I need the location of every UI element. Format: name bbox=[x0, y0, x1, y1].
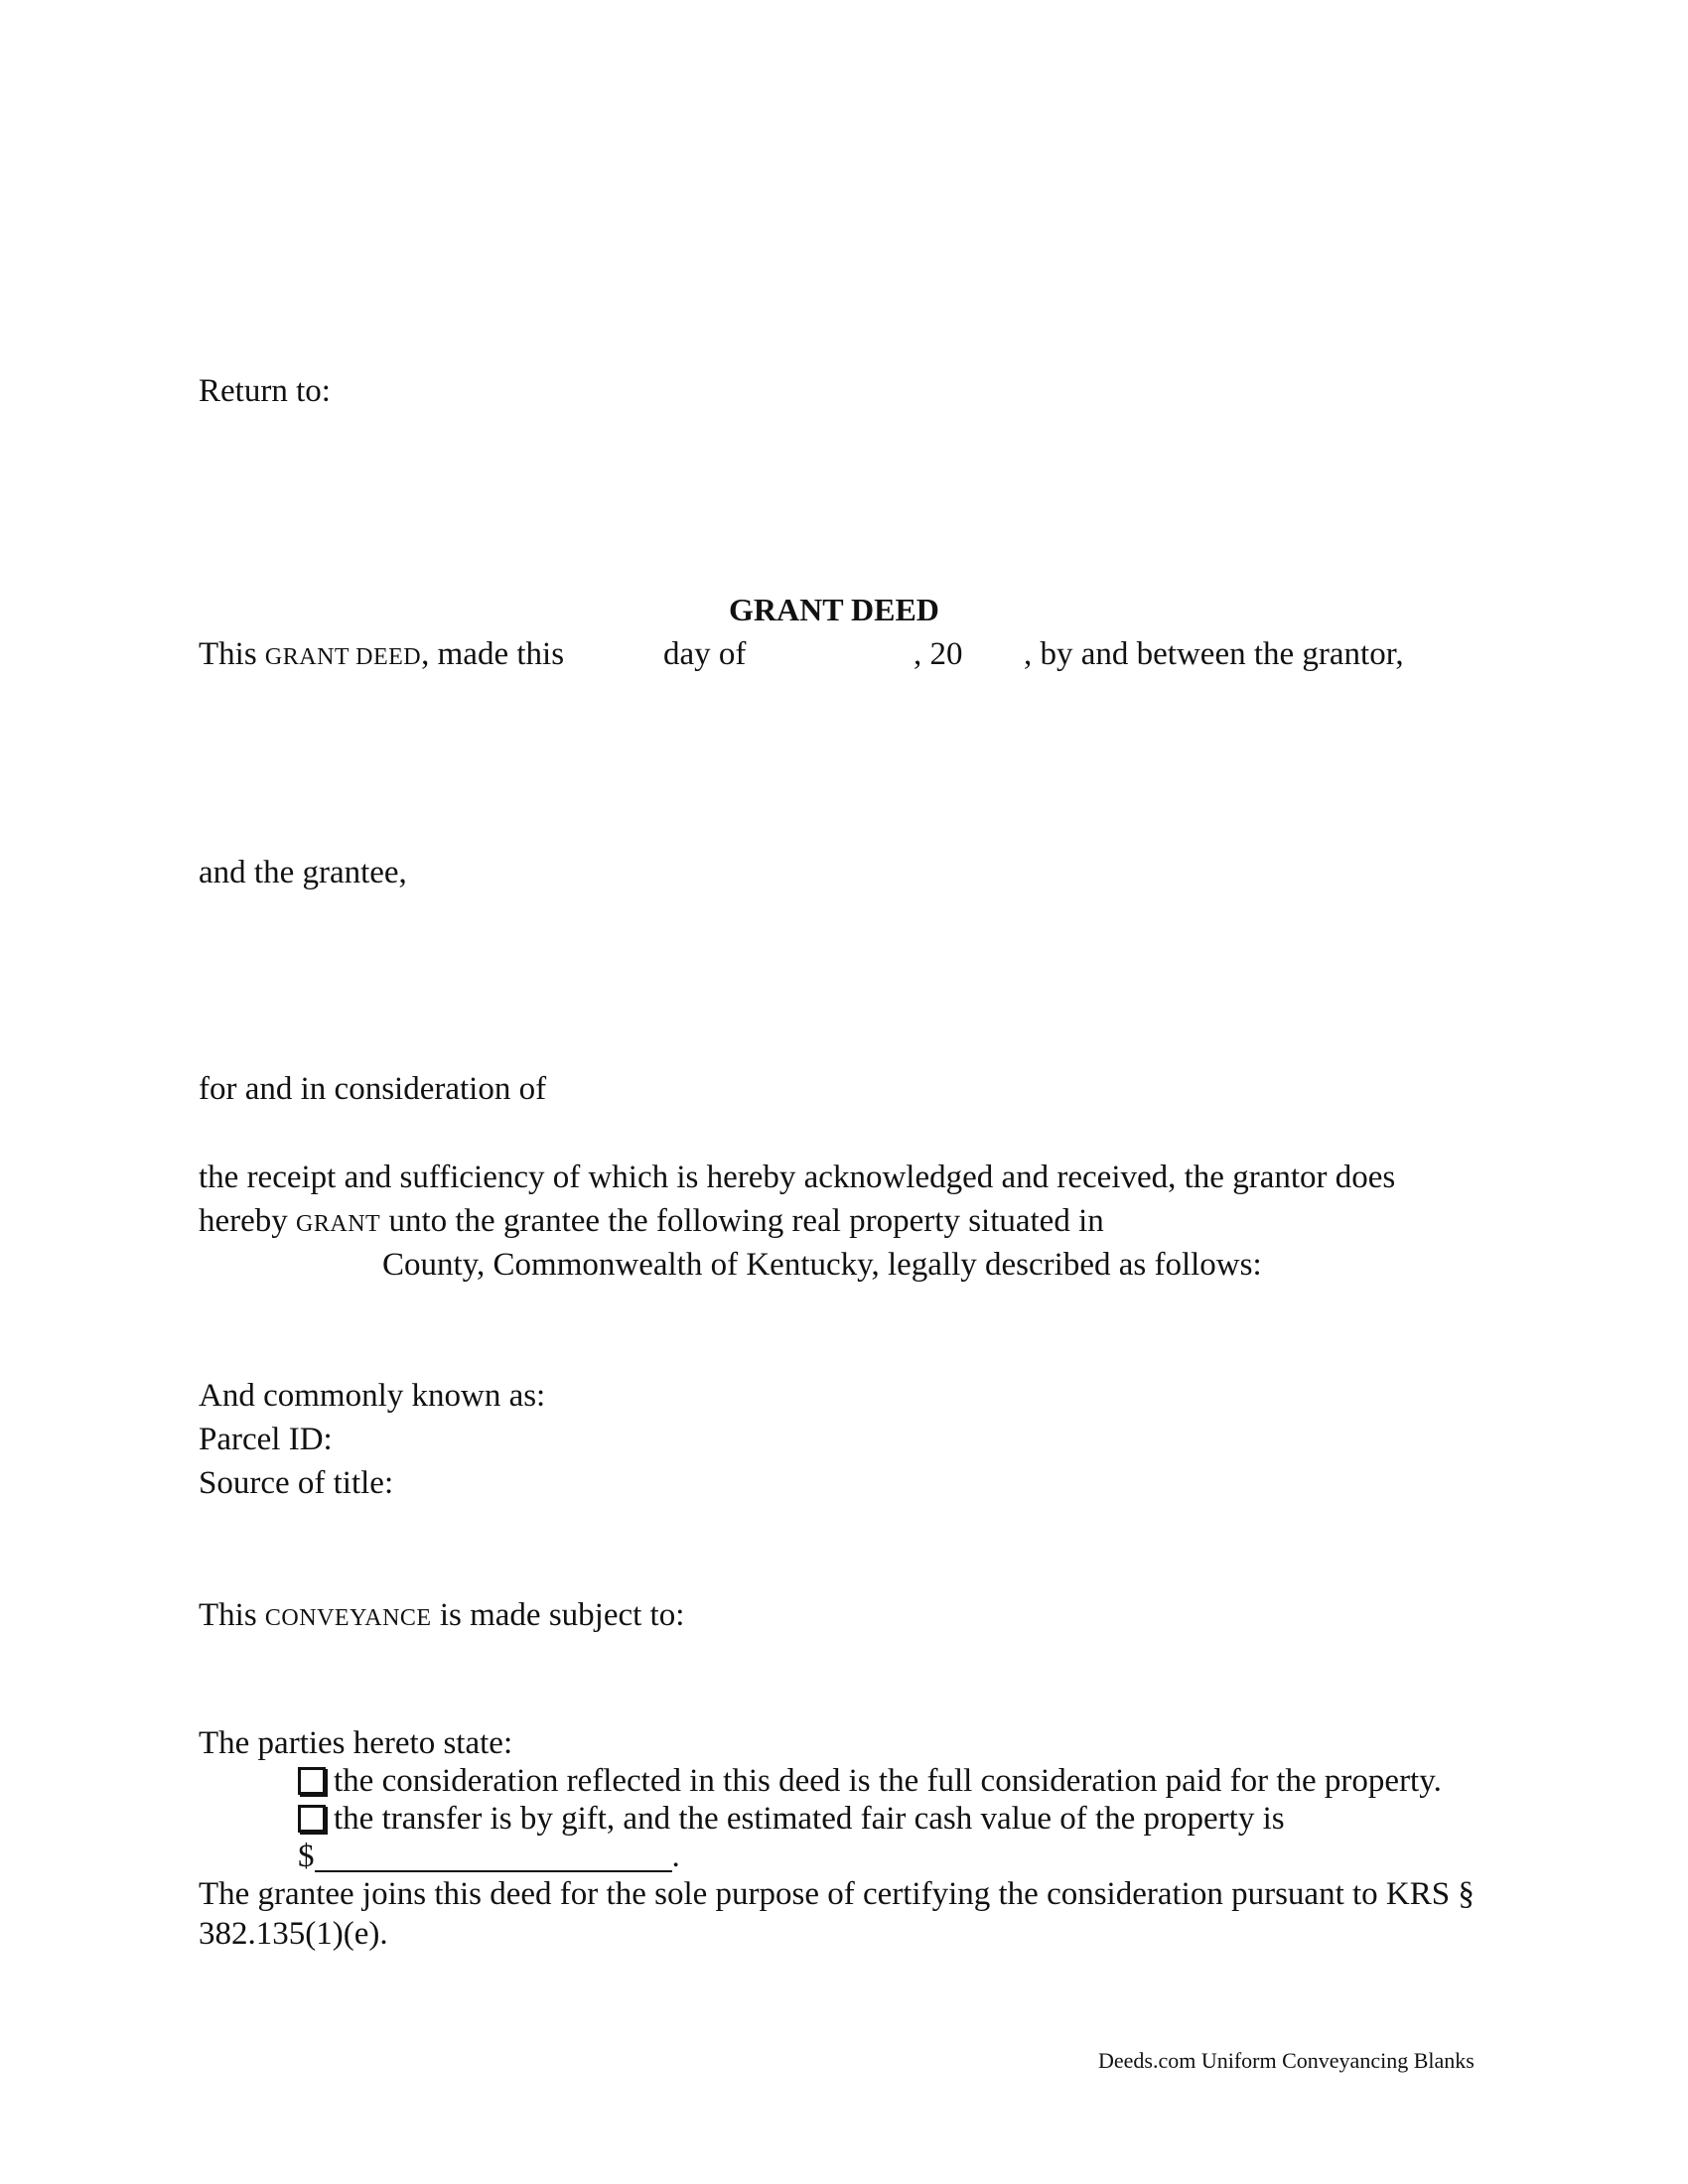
conveyance-this: This bbox=[199, 1597, 257, 1633]
option-2-text: the transfer is by gift, and the estimated fair cash value of the property is bbox=[334, 1801, 1285, 1837]
dollar-sign: $ bbox=[298, 1839, 315, 1874]
grantee-line: and the grantee, bbox=[199, 855, 407, 890]
opening-grant-deed: GRANT DEED bbox=[264, 644, 422, 670]
value-period: . bbox=[671, 1839, 680, 1874]
parties-heading: The parties hereto state: bbox=[199, 1725, 513, 1761]
receipt-hereby: hereby bbox=[199, 1203, 288, 1239]
conveyance-word: CONVEYANCE bbox=[264, 1605, 432, 1631]
parcel-id-label: Parcel ID: bbox=[199, 1422, 333, 1457]
certify-line-1: The grantee joins this deed for the sole purpose of certifying the consideration pursuant to KRS § bbox=[199, 1876, 1475, 1912]
opening-between: , by and between the grantor, bbox=[1024, 636, 1404, 672]
opening-day-of: day of bbox=[663, 636, 747, 672]
gift-checkbox[interactable] bbox=[298, 1805, 326, 1833]
conveyance-line bbox=[199, 1593, 684, 1640]
fair-cash-value-blank[interactable] bbox=[315, 1837, 672, 1872]
source-of-title-label: Source of title: bbox=[199, 1465, 394, 1501]
receipt-line-2 bbox=[199, 1199, 1104, 1246]
consideration-line: for and in consideration of bbox=[199, 1071, 547, 1107]
receipt-line-1: the receipt and sufficiency of which is hereby acknowledged and received, the grantor does bbox=[199, 1160, 1396, 1195]
opening-line bbox=[199, 632, 564, 679]
opening-made-this: , made this bbox=[421, 636, 565, 672]
conveyance-rest: is made subject to: bbox=[439, 1597, 685, 1633]
option-1-text: the consideration reflected in this deed is the full consideration paid for the property. bbox=[334, 1763, 1442, 1799]
footer-brand: Deeds.com Uniform Conveyancing Blanks bbox=[1098, 2048, 1475, 2073]
receipt-rest: unto the grantee the following real property situated in bbox=[388, 1203, 1104, 1239]
receipt-line-3: County, Commonwealth of Kentucky, legally described as follows: bbox=[382, 1247, 1262, 1283]
commonly-known-label: And commonly known as: bbox=[199, 1378, 546, 1414]
receipt-grant: GRANT bbox=[296, 1211, 381, 1237]
opening-year-prefix: , 20 bbox=[914, 636, 963, 672]
opening-this: This bbox=[199, 636, 257, 672]
document-title: GRANT DEED bbox=[729, 592, 939, 627]
return-to-label: Return to: bbox=[199, 373, 331, 409]
certify-line-2: 382.135(1)(e). bbox=[199, 1916, 388, 1952]
full-consideration-checkbox[interactable] bbox=[298, 1767, 326, 1795]
